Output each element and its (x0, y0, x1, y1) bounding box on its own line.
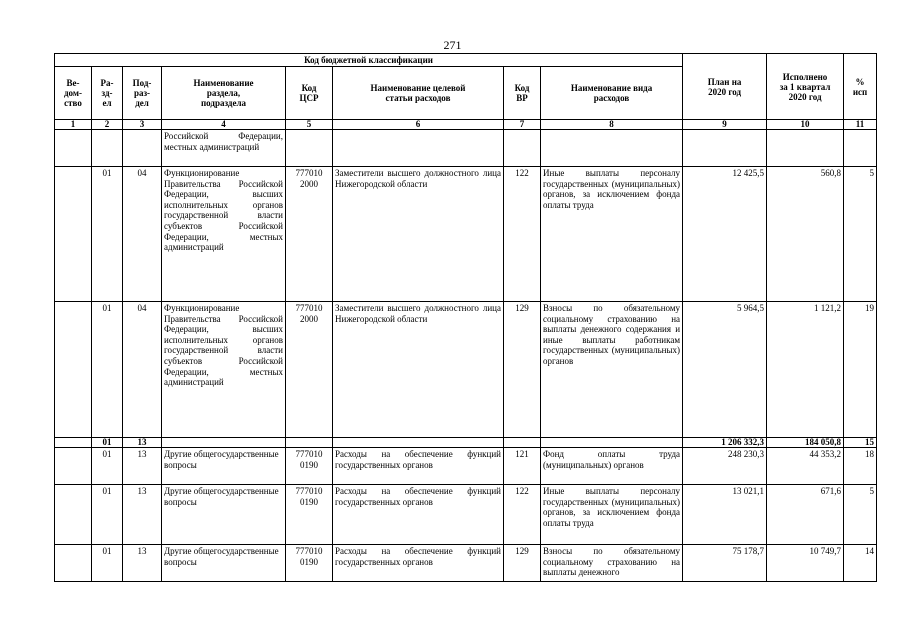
podrazdel-cell: 13 (123, 438, 162, 448)
percent-header: % исп (844, 54, 877, 120)
ved-cell (55, 485, 92, 545)
razdel-header: Ра- зд- ел (92, 67, 123, 120)
razdel-cell: 01 (92, 485, 123, 545)
razdel-cell: 01 (92, 448, 123, 485)
csr-cell: 777010 2000 (286, 167, 333, 302)
ved-header: Ве- дом- ство (55, 67, 92, 120)
ved-cell (55, 167, 92, 302)
razdel-cell: 01 (92, 438, 123, 448)
target-name-cell (333, 130, 504, 167)
table-row (55, 485, 877, 545)
podrazdel-cell: 13 (123, 545, 162, 582)
target-name-cell: Расходы на обеспечение функций государственных органов (333, 485, 504, 545)
section-name-cell: Функционирование Правительства Российской Федерации, высших исполнительных органов государственной власти субъектов Российской Федерации, местных администраций (162, 167, 286, 302)
column-number: 9 (683, 120, 767, 130)
plan-cell: 1 206 332,3 (683, 438, 767, 448)
table-row (55, 167, 877, 302)
vr-name-cell (541, 130, 683, 167)
podrazdel-cell: 13 (123, 485, 162, 545)
budget-table (54, 53, 877, 582)
ved-cell (55, 130, 92, 167)
razdel-cell: 01 (92, 545, 123, 582)
razdel-cell (92, 130, 123, 167)
column-number: 4 (162, 120, 286, 130)
vr-cell: 129 (504, 302, 541, 438)
vr-cell: 121 (504, 448, 541, 485)
target-name-header: Наименование целевой статьи расходов (333, 67, 504, 120)
plan-cell: 248 230,3 (683, 448, 767, 485)
percent-cell: 15 (844, 438, 877, 448)
podrazdel-cell: 13 (123, 448, 162, 485)
vr-cell: 129 (504, 545, 541, 582)
section-name-header: Наименование раздела, подраздела (162, 67, 286, 120)
table-row (55, 448, 877, 485)
column-number: 5 (286, 120, 333, 130)
column-number: 2 (92, 120, 123, 130)
column-number: 11 (844, 120, 877, 130)
done-cell: 560,8 (767, 167, 844, 302)
table-row (55, 130, 877, 167)
page-number: 271 (443, 38, 462, 52)
done-cell: 44 353,2 (767, 448, 844, 485)
section-name-cell: Функционирование Правительства Российской Федерации, высших исполнительных органов государственной власти субъектов Российской Федерации, местных администраций (162, 302, 286, 438)
ved-cell (55, 545, 92, 582)
percent-cell: 5 (844, 167, 877, 302)
podrazdel-header: Под- раз- дел (123, 67, 162, 120)
subtotal-row (55, 438, 877, 448)
csr-header: Код ЦСР (286, 67, 333, 120)
plan-cell: 75 178,7 (683, 545, 767, 582)
section-name-cell: Другие общегосударственные вопросы (162, 545, 286, 582)
vr-name-cell: Взносы по обязательному социальному страхованию на выплаты денежного (541, 545, 683, 582)
vr-name-cell: Иные выплаты персоналу государственных (муниципальных) органов, за исключением фонда оплаты труда (541, 485, 683, 545)
percent-cell: 5 (844, 485, 877, 545)
plan-cell: 5 964,5 (683, 302, 767, 438)
target-name-cell: Заместители высшего должностного лица Нижегородской области (333, 167, 504, 302)
vr-cell (504, 130, 541, 167)
column-number: 8 (541, 120, 683, 130)
target-name-cell: Заместители высшего должностного лица Нижегородской области (333, 302, 504, 438)
done-cell: 1 121,2 (767, 302, 844, 438)
percent-cell (844, 130, 877, 167)
table-row (55, 545, 877, 582)
csr-cell: 777010 0190 (286, 448, 333, 485)
podrazdel-cell: 04 (123, 167, 162, 302)
column-number: 10 (767, 120, 844, 130)
table-row (55, 302, 877, 438)
ved-cell (55, 302, 92, 438)
column-number: 7 (504, 120, 541, 130)
plan-cell: 13 021,1 (683, 485, 767, 545)
razdel-cell: 01 (92, 167, 123, 302)
percent-cell: 19 (844, 302, 877, 438)
section-name-cell: Российской Федерации, местных администраций (162, 130, 286, 167)
vr-header: Код ВР (504, 67, 541, 120)
csr-cell: 777010 0190 (286, 485, 333, 545)
done-cell (767, 130, 844, 167)
csr-cell: 777010 0190 (286, 545, 333, 582)
target-name-cell: Расходы на обеспечение функций государственных органов (333, 545, 504, 582)
vr-name-cell: Взносы по обязательному социальному страхованию на выплаты денежного содержания и иные выплаты работникам государственных (муниципальных) органов (541, 302, 683, 438)
percent-cell: 18 (844, 448, 877, 485)
done-header: Исполнено за 1 квартал 2020 год (767, 54, 844, 120)
column-number: 6 (333, 120, 504, 130)
plan-header: План на 2020 год (683, 54, 767, 120)
vr-cell: 122 (504, 485, 541, 545)
csr-cell (286, 130, 333, 167)
budget-classification-header: Код бюджетной классификации (55, 54, 683, 67)
podrazdel-cell: 04 (123, 302, 162, 438)
ved-cell (55, 438, 92, 448)
razdel-cell: 01 (92, 302, 123, 438)
done-cell: 10 749,7 (767, 545, 844, 582)
column-number: 3 (123, 120, 162, 130)
column-numbers-row (55, 120, 877, 130)
column-number: 1 (55, 120, 92, 130)
done-cell: 671,6 (767, 485, 844, 545)
vr-name-cell: Фонд оплаты труда (муниципальных) органов (541, 448, 683, 485)
plan-cell: 12 425,5 (683, 167, 767, 302)
ved-cell (55, 448, 92, 485)
csr-cell: 777010 2000 (286, 302, 333, 438)
percent-cell: 14 (844, 545, 877, 582)
done-cell: 184 050,8 (767, 438, 844, 448)
section-name-cell: Другие общегосударственные вопросы (162, 448, 286, 485)
section-name-cell: Другие общегосударственные вопросы (162, 485, 286, 545)
target-name-cell: Расходы на обеспечение функций государственных органов (333, 448, 504, 485)
plan-cell (683, 130, 767, 167)
podrazdel-cell (123, 130, 162, 167)
vr-cell: 122 (504, 167, 541, 302)
vr-name-cell: Иные выплаты персоналу государственных (муниципальных) органов, за исключением фонда оплаты труда (541, 167, 683, 302)
vr-name-header: Наименование вида расходов (541, 67, 683, 120)
